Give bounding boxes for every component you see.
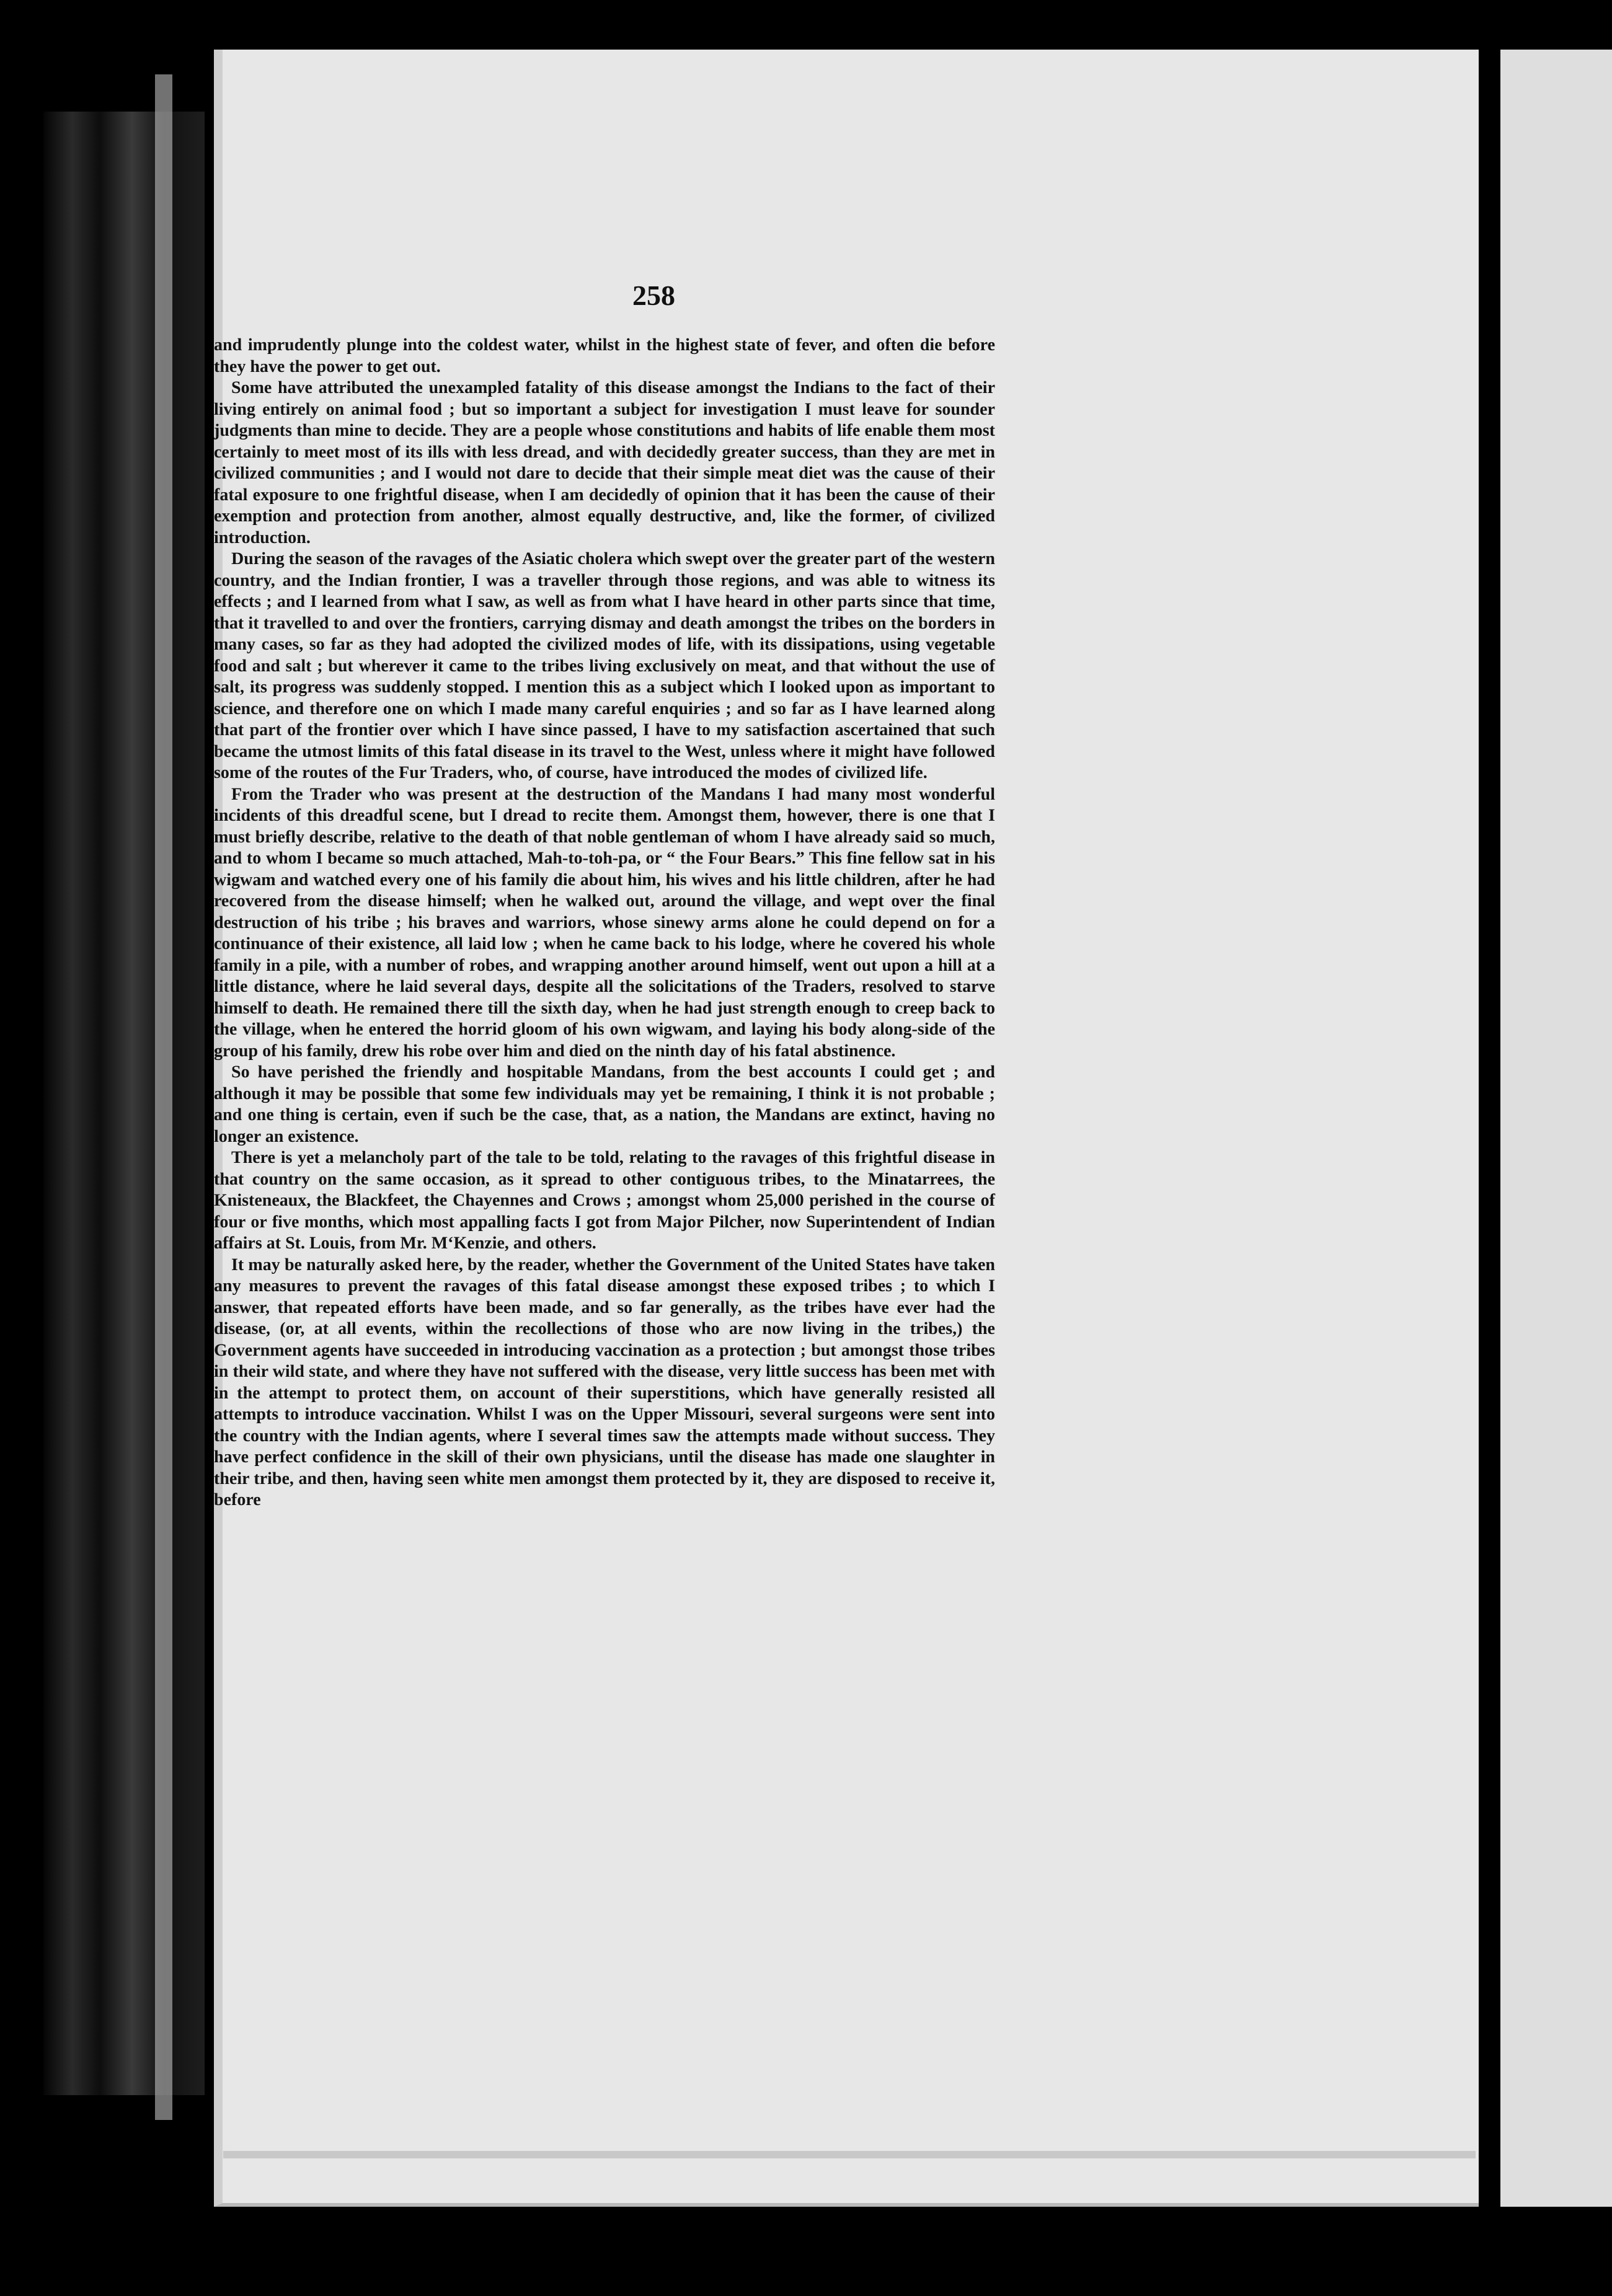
paragraph: From the Trader who was present at the destruction of the Mandans I had many most wonderful incidents of this dreadful scene, but I dread to recite them. Amongst them, however, there is one that I must briefly describe, relative to the death of that noble gentleman of whom I have already said so much, and to whom I became so much attached, Mah-to-toh-pa, or “ the Four Bears.” This fine fellow sat in his wigwam and watched every one of his family die about him, his wives and his little children, after he had recovered from the disease himself; when he walked out, around the village, and wept over the final destruction of his tribe ; his braves and warriors, whose sinewy arms alone he could depend on for a continuance of their existence, all laid low ; when he came back to his lodge, where he covered his whole family in a pile, with a number of robes, and wrapping another around himself, went out upon a hill at a little distance, where he laid several days, despite all the solicitations of the Traders, resolved to starve himself to death. He remained there till the sixth day, when he had just strength enough to creep back to the village, when he entered the horrid gloom of his own wigwam, and laying his body along-side of the group of his family, drew his robe over him and died on the ninth day of his fatal abstinence.: [214, 784, 995, 1061]
binding-edge: [155, 74, 172, 2120]
page-number: 258: [632, 280, 675, 311]
paragraph: and imprudently plunge into the coldest water, whilst in the highest state of fever, and often die before they have the power to get out.: [214, 335, 995, 376]
paragraph: So have perished the friendly and hospitable Mandans, from the best accounts I could get ; and although it may be possible that some few individuals may yet be remaining, I think it is not probable ; and one thing is certain, even if such be the case, that, as a nation, the Mandans are extinct, having no longer an existence.: [214, 1062, 995, 1146]
paragraph: It may be naturally asked here, by the reader, whether the Government of the United States have taken any measures to prevent the ravages of this fatal disease amongst these exposed tribes ; to which I answer, that repeated efforts have been made, and so far generally, as the tribes have ever had the disease, (or, at all events, within the recollections of those who are now living in the tribes,) the Government agents have succeeded in introducing vaccination as a protection ; but amongst those tribes in their wild state, and where they have not suffered with the disease, very little success has been met with in the attempt to protect them, on account of their superstitions, which have generally resisted all attempts to introduce vaccination. Whilst I was on the Upper Missouri, several surgeons were sent into the country with the Indian agents, where I several times saw the attempts made without success. They have perfect confidence in the skill of their own physicians, until the disease has made one slaughter in their tribe, and then, having seen white men amongst them protected by it, they are disposed to receive it, before: [214, 1255, 995, 1509]
adjacent-page-edge: [1500, 50, 1612, 2207]
page-bottom-edge: [223, 2151, 1476, 2158]
paragraph: Some have attributed the unexampled fatality of this disease amongst the Indians to the fact of their living entirely on animal food ; but so important a subject for investigation I must leave for sounder judgments than mine to decide. They are a people whose constitutions and habits of life enable them most certainly to meet most of its ills with less dread, and with decidedly greater success, than they are met in civilized communities ; and I would not dare to decide that their simple meat diet was the cause of their fatal exposure to one frightful disease, when I am decidedly of opinion that it has been the cause of their exemption and protection from another, almost equally destructive, and, like the former, of civilized introduction.: [214, 378, 995, 547]
body-text: [214, 335, 995, 1511]
paragraph: During the season of the ravages of the Asiatic cholera which swept over the greater part of the western country, and the Indian frontier, I was a traveller through those regions, and was able to witness its effects ; and I learned from what I saw, as well as from what I have heard in other parts since that time, that it travelled to and over the frontiers, carrying dismay and death amongst the tribes on the borders in many cases, so far as they had adopted the civilized modes of life, with its dissipations, using vegetable food and salt ; but wherever it came to the tribes living exclusively on meat, and that without the use of salt, its progress was suddenly stopped. I mention this as a subject which I looked upon as important to science, and therefore one on which I made many careful enquiries ; and so far as I have learned along that part of the frontier over which I have since passed, I have to my satisfaction ascertained that such became the utmost limits of this fatal disease in its travel to the West, unless where it might have followed some of the routes of the Fur Traders, who, of course, have introduced the modes of civilized life.: [214, 549, 995, 782]
paragraph: There is yet a melancholy part of the tale to be told, relating to the ravages of this frightful disease in that country on the same occasion, as it spread to other contiguous tribes, to the Minatarrees, the Knisteneaux, the Blackfeet, the Chayennes and Crows ; amongst whom 25,000 perished in the course of four or five months, which most appalling facts I got from Major Pilcher, now Superintendent of Indian affairs at St. Louis, from Mr. M‘Kenzie, and others.: [214, 1148, 995, 1253]
book-spine: [43, 112, 205, 2095]
